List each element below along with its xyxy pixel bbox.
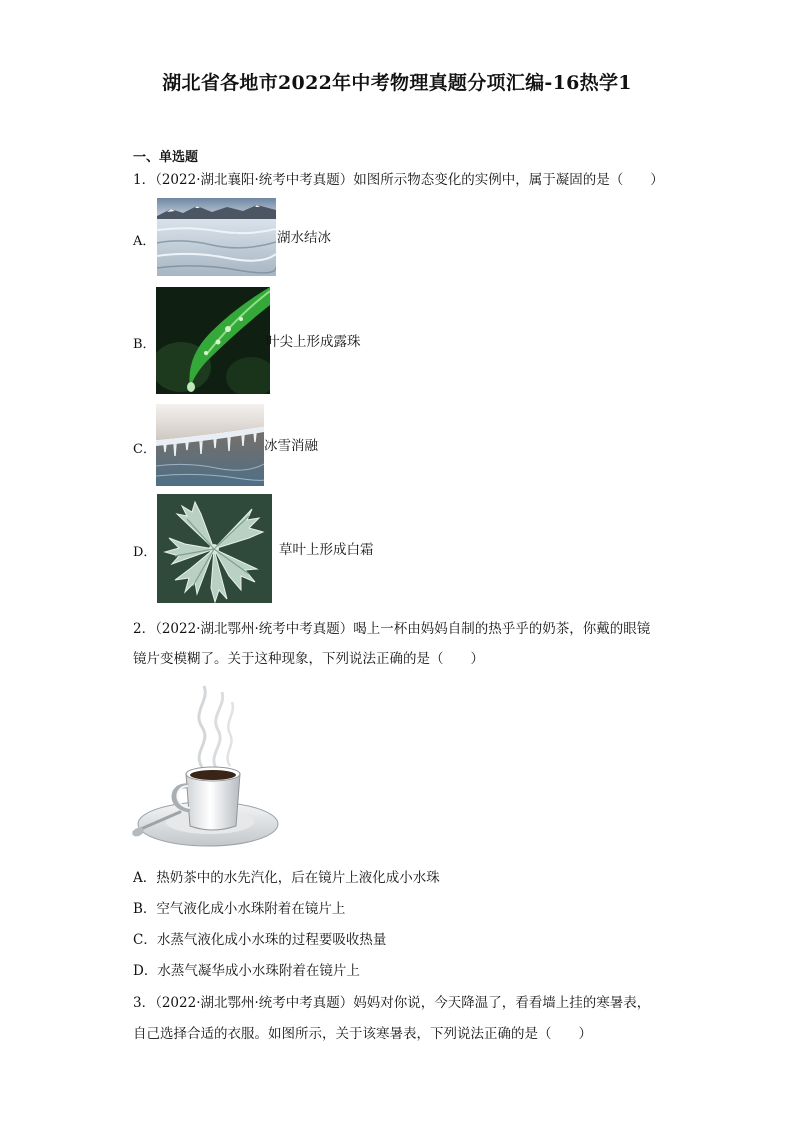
q1-option-c-letter: C． — [133, 442, 156, 457]
section-heading: 一、单选题 — [133, 150, 199, 165]
dewdrop-leaf-photo — [156, 287, 270, 394]
steaming-cup-illustration — [132, 682, 282, 854]
page-title: 湖北省各地市2022年中考物理真题分项汇编-16热学1 — [162, 72, 632, 94]
q1-option-d-text: 草叶上形成白霜 — [279, 542, 374, 558]
q2-option-a: A．热奶茶中的水先汽化，后在镜片上液化成小水珠 — [133, 870, 440, 886]
q1-option-b-text: 叶尖上形成露珠 — [266, 334, 361, 350]
q2-option-b: B．空气液化成小水珠附着在镜片上 — [133, 901, 346, 917]
q1-option-d-letter: D． — [133, 545, 157, 560]
question-1-stem: 1．（2022·湖北襄阳·统考中考真题）如图所示物态变化的实例中，属于凝固的是（ ） — [133, 172, 664, 188]
q1-option-a-text: 湖水结冰 — [277, 230, 331, 246]
question-3-stem-line-1: 3．（2022·湖北鄂州·统考中考真题）妈妈对你说，今天降温了，看看墙上挂的寒暑表， — [133, 995, 651, 1011]
q1-option-c-text: 冰雪消融 — [264, 438, 318, 454]
melting-ice-photo — [156, 404, 264, 486]
q2-option-d: D．水蒸气凝华成小水珠附着在镜片上 — [133, 963, 360, 979]
question-2-stem-line-2: 镜片变模糊了。关于这种现象，下列说法正确的是（ ） — [133, 651, 484, 667]
question-2-stem-line-1: 2．（2022·湖北鄂州·统考中考真题）喝上一杯由妈妈自制的热乎乎的奶茶，你戴的眼镜 — [133, 621, 651, 637]
question-3-stem-line-2: 自己选择合适的衣服。如图所示，关于该寒暑表，下列说法正确的是（ ） — [133, 1026, 592, 1042]
q1-option-a-letter: A． — [133, 234, 156, 249]
q1-option-b-letter: B． — [133, 337, 156, 352]
frozen-lake-photo — [157, 198, 276, 276]
q2-option-c: C．水蒸气液化成小水珠的过程要吸收热量 — [133, 932, 387, 948]
frosted-leaves-photo — [157, 494, 272, 603]
